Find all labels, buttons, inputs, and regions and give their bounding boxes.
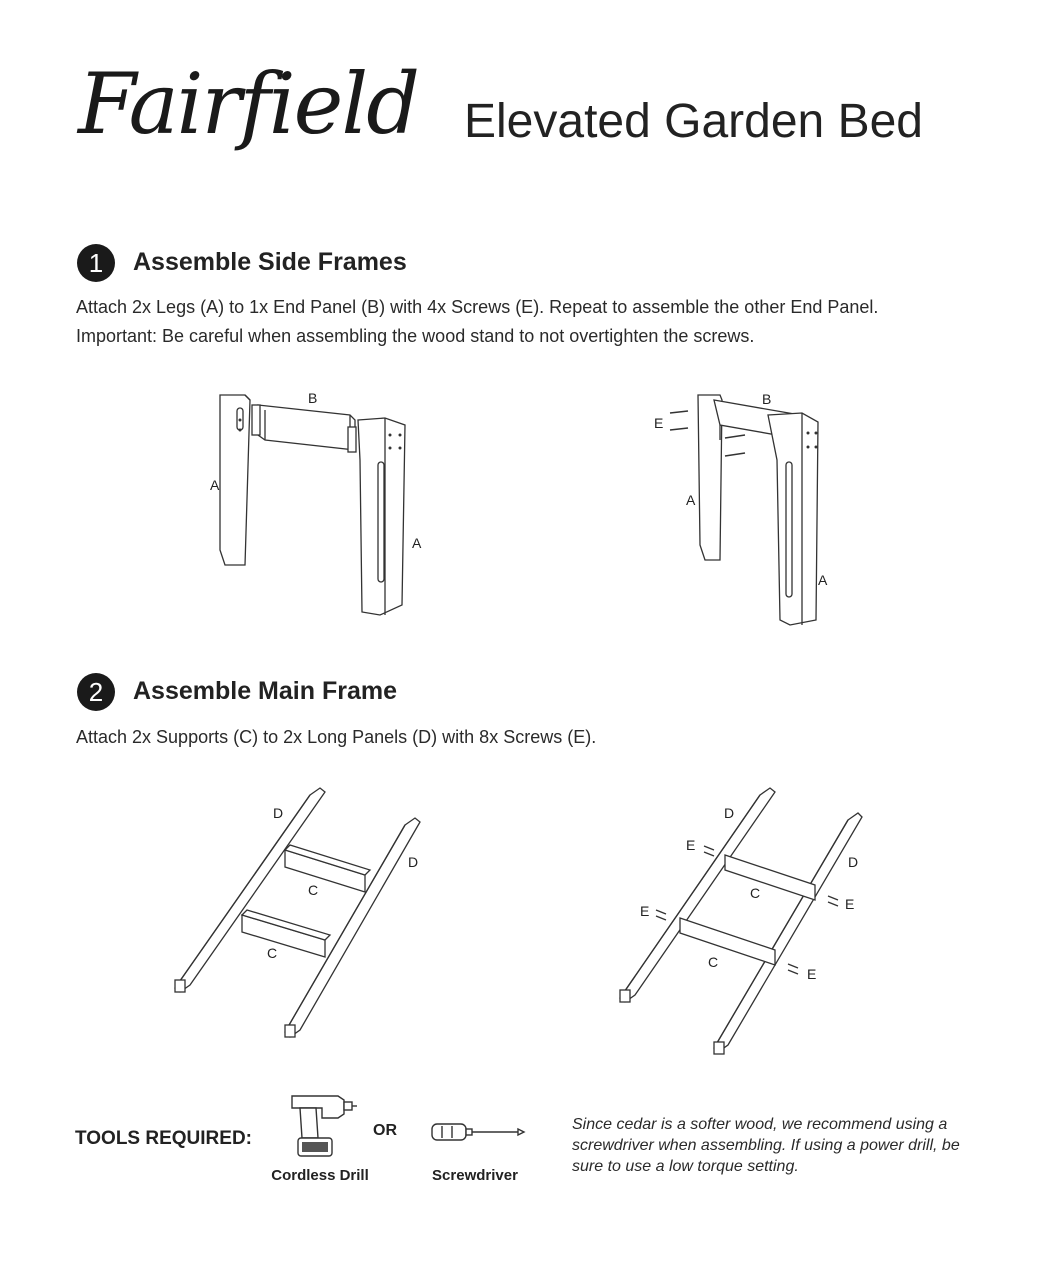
label-c-bottom: C — [267, 945, 278, 961]
label-c-top: C — [308, 882, 319, 898]
drill-label: Cordless Drill — [271, 1167, 369, 1184]
long-panel-left — [175, 788, 325, 992]
label-c-bottom: C — [708, 954, 719, 970]
tools-required-label: TOOLS REQUIRED: — [75, 1128, 252, 1149]
label-e-3: E — [845, 896, 855, 912]
label-a-left: A — [210, 477, 220, 493]
step-2-title: Assemble Main Frame — [133, 677, 397, 705]
label-d-right: D — [408, 854, 419, 870]
step-1-instruction — [76, 293, 878, 351]
label-a-right: A — [412, 535, 422, 551]
label-e-2: E — [640, 903, 650, 919]
step-2-instruction: Attach 2x Supports (C) to 2x Long Panels (D) with 8x Screws (E). — [76, 727, 597, 747]
support-top — [725, 855, 815, 900]
label-e-4: E — [807, 966, 817, 982]
label-b: B — [762, 391, 772, 407]
label-a-right: A — [818, 572, 828, 588]
main-frame-screws-diagram — [600, 780, 890, 1060]
page-title: Elevated Garden Bed — [464, 95, 923, 148]
side-frame-screws-diagram — [640, 380, 860, 640]
cordless-drill-icon — [286, 1088, 358, 1160]
label-a-left: A — [686, 492, 696, 508]
or-label: OR — [373, 1122, 397, 1139]
label-d-left: D — [724, 805, 735, 821]
step-2-number: 2 — [77, 673, 115, 711]
label-b: B — [308, 390, 318, 406]
support-bottom — [680, 918, 775, 965]
screwdriver-icon — [430, 1118, 526, 1148]
label-e-1: E — [686, 837, 696, 853]
label-d-right: D — [848, 854, 859, 870]
brand-wordmark: Fairfield — [78, 55, 418, 153]
end-panel — [258, 405, 355, 450]
step-1-line-2: Important: Be careful when assembling the wood stand to not overtighten the screws. — [76, 326, 755, 346]
step-1-number: 1 — [77, 244, 115, 282]
cedar-note: Since cedar is a softer wood, we recommend using a screwdriver when assembling. If using a power drill, be sure to use a low torque setting. — [572, 1116, 960, 1175]
label-d-left: D — [273, 805, 284, 821]
label-e: E — [654, 415, 664, 431]
screwdriver-label: Screwdriver — [432, 1167, 518, 1184]
leg-left — [220, 395, 250, 565]
side-frame-exploded-diagram — [190, 380, 450, 640]
label-c-top: C — [750, 885, 761, 901]
step-1-title: Assemble Side Frames — [133, 248, 407, 276]
step-1-line-1: Attach 2x Legs (A) to 1x End Panel (B) with 4x Screws (E). Repeat to assemble the other End Panel. — [76, 297, 879, 317]
leg-right — [768, 413, 818, 625]
main-frame-exploded-diagram — [160, 780, 450, 1050]
